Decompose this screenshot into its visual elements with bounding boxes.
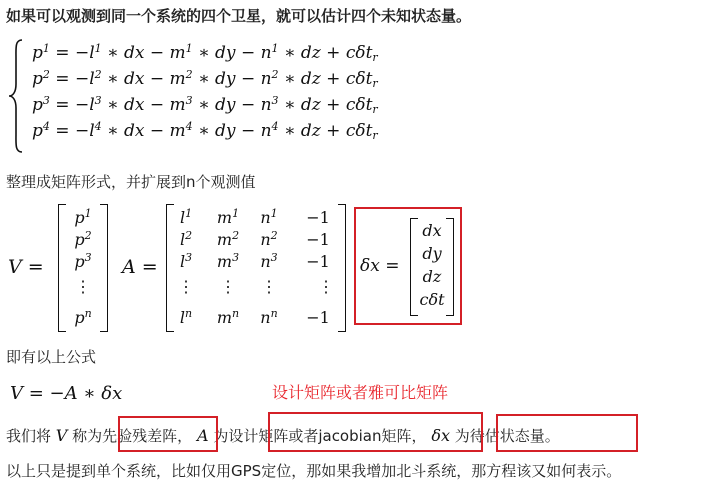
a-cell: $n^1$	[260, 207, 278, 227]
definition-line: 我们将 V 称为先验残差阵， A 为设计矩阵或者jacobian矩阵， δx 为待估状态量。	[6, 426, 560, 445]
a-cell: −1	[306, 252, 330, 271]
a-cell: ⋮	[318, 277, 334, 296]
dx-label: δx =	[360, 256, 400, 276]
equation-2: $p^2 = -l^2$ ∗ dx − $m^2$ ∗ dy − $n^2$ ∗ dz + cδt$_r$	[32, 68, 378, 90]
v-vector	[58, 204, 108, 332]
a-cell: $l^2$	[179, 229, 193, 249]
equation-4: $p^4 = -l^4$ ∗ dx − $m^4$ ∗ dy − $n^4$ ∗ dz + cδt$_r$	[32, 120, 378, 142]
equation-1: $p^1 = -l^1$ ∗ dx − $m^1$ ∗ dy − $n^1$ ∗ dz + cδt$_r$	[32, 42, 378, 64]
v-cell: ⋮	[75, 277, 91, 296]
design-matrix-highlight	[268, 412, 483, 452]
a-cell: $l^n$	[179, 307, 193, 327]
a-cell: $m^1$	[216, 207, 240, 227]
formula: V = −A ∗ δx	[10, 383, 123, 404]
v-cell: $p^3$	[74, 251, 92, 271]
dx-cell: dz	[422, 267, 442, 286]
a-cell: $m^n$	[216, 307, 240, 327]
a-cell: −1	[306, 208, 330, 227]
a-matrix	[166, 204, 346, 332]
v-cell: $p^n$	[74, 307, 92, 327]
v-cell: $p^2$	[74, 229, 92, 249]
v-cell: $p^1$	[74, 207, 92, 227]
a-cell: $l^1$	[179, 207, 193, 227]
residual-highlight	[118, 416, 218, 452]
a-cell: ⋮	[261, 277, 277, 296]
dx-vector	[410, 218, 454, 316]
a-cell: $l^3$	[179, 251, 193, 271]
state-highlight	[496, 414, 638, 452]
dx-cell: dx	[422, 221, 442, 240]
rearrange-text: 整理成矩阵形式，并扩展到n个观测值	[6, 173, 256, 191]
dx-cell: cδt	[419, 290, 445, 309]
a-cell: $m^3$	[216, 251, 240, 271]
a-cell: −1	[306, 230, 330, 249]
a-bracket-right	[338, 204, 346, 332]
v-label: V =	[8, 256, 44, 278]
heading: 如果可以观测到同一个系统的四个卫星，就可以估计四个未知状态量。	[6, 7, 472, 25]
red-annotation: 设计矩阵或者雅可比矩阵	[272, 383, 449, 402]
last-line: 以上只是提到单个系统，比如仅用GPS定位，那如果我增加北斗系统，那方程该又如何表示。	[6, 462, 622, 480]
a-bracket-left	[166, 204, 174, 332]
a-cell: ⋮	[220, 277, 236, 296]
a-cell: $m^2$	[216, 229, 240, 249]
a-cell: ⋮	[178, 277, 194, 296]
formula-intro: 即有以上公式	[6, 348, 97, 366]
a-cell: −1	[306, 308, 330, 327]
a-cell: $n^2$	[260, 229, 278, 249]
a-cell: $n^3$	[260, 251, 278, 271]
left-brace	[6, 38, 26, 158]
equation-system	[32, 40, 378, 144]
equation-3: $p^3 = -l^3$ ∗ dx − $m^3$ ∗ dy − $n^3$ ∗ dz + cδt$_r$	[32, 94, 378, 116]
a-cell: $n^n$	[260, 307, 278, 327]
a-label: A =	[122, 256, 158, 278]
dx-cell: dy	[422, 244, 442, 263]
